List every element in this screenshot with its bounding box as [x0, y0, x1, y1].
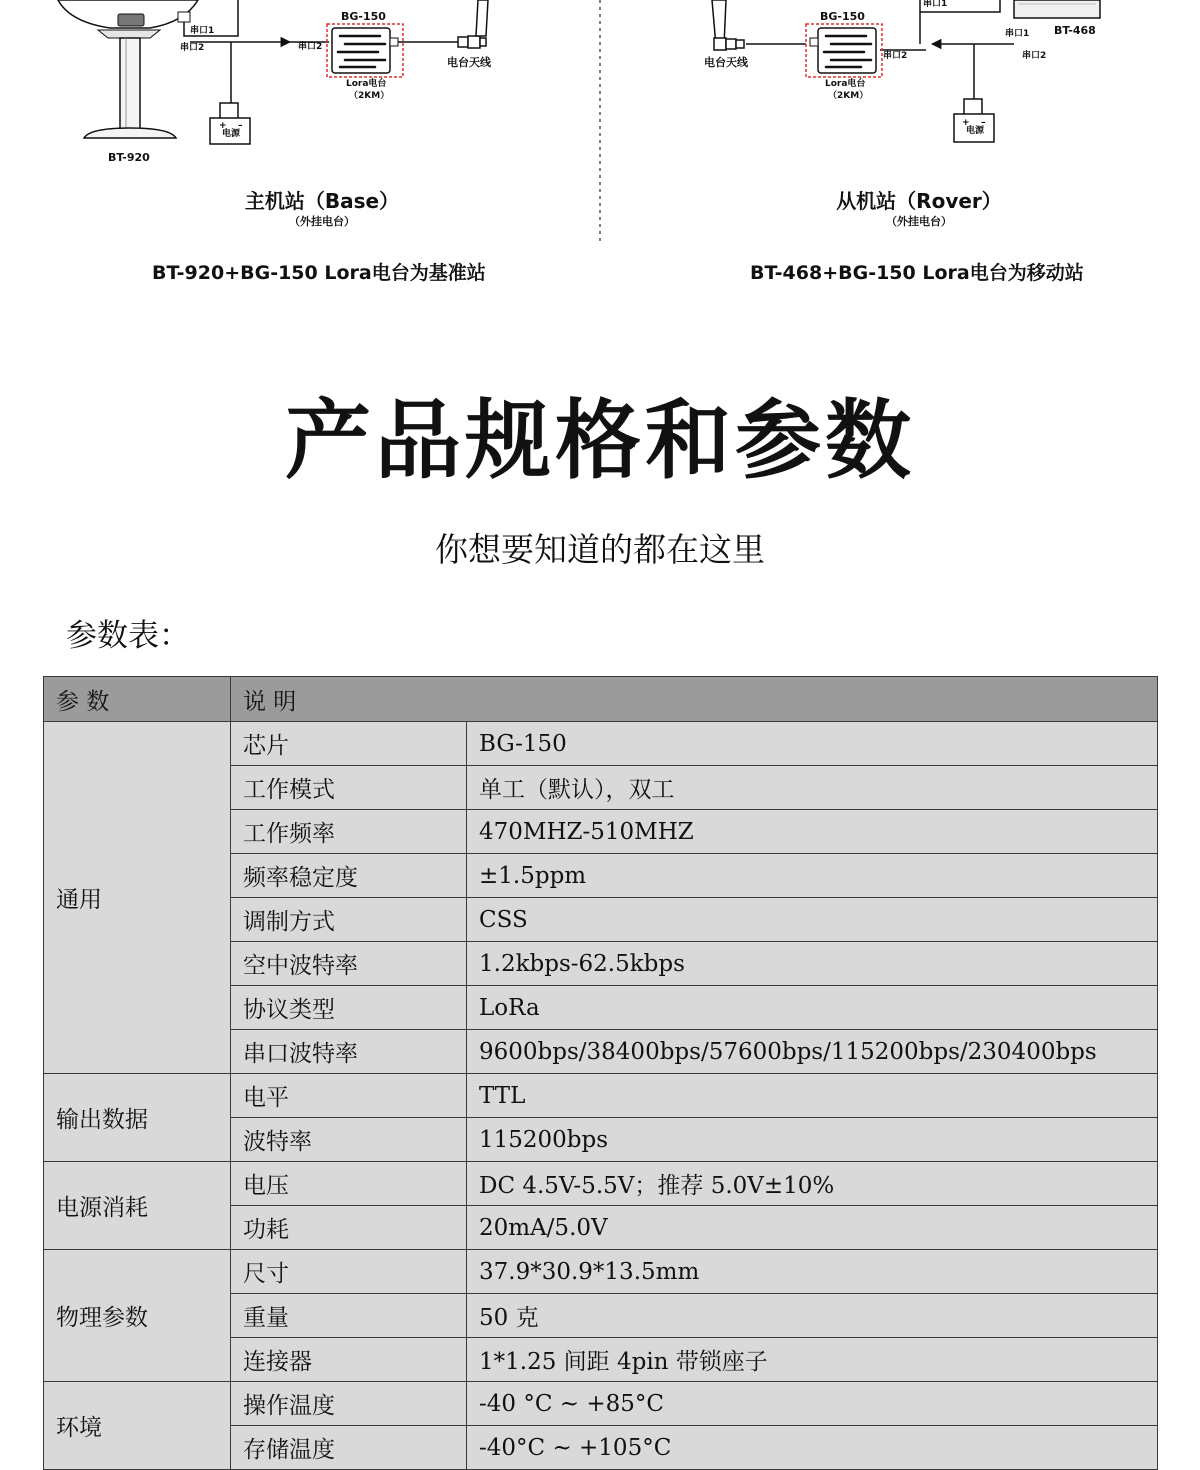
param-value: 1*1.25 间距 4pin 带锁座子	[467, 1338, 1158, 1382]
base-radio-desc: Lora电台	[346, 79, 387, 89]
param-name: 重量	[231, 1294, 467, 1338]
param-name: 操作温度	[231, 1382, 467, 1426]
rover-power-label: 电源	[966, 126, 985, 136]
param-value: -40°C ~ +105°C	[467, 1426, 1158, 1470]
table-row	[44, 1250, 1158, 1294]
page-title: 产品规格和参数	[285, 391, 915, 491]
rover-antenna	[712, 0, 744, 50]
rover-station-title: 从机站（Rover）	[836, 189, 1002, 213]
rover-connection-lines	[746, 0, 1014, 100]
rover-radio-name: BG-150	[820, 10, 865, 23]
param-name: 调制方式	[231, 898, 467, 942]
svg-text:+: +	[219, 121, 227, 131]
svg-text:–: –	[238, 121, 243, 131]
base-radio-name: BG-150	[341, 10, 386, 23]
param-name: 协议类型	[231, 986, 467, 1030]
rover-radio-range: （2KM）	[828, 91, 869, 101]
base-connection-lines	[184, 0, 458, 104]
bt-920-receiver-illustration	[58, 0, 198, 138]
base-station-subtitle: （外挂电台）	[289, 215, 355, 228]
param-value: 50 克	[467, 1294, 1158, 1338]
param-value: DC 4.5V-5.5V；推荐 5.0V±10%	[467, 1162, 1158, 1206]
base-port1-label: 串口1	[190, 26, 215, 36]
param-name: 存储温度	[231, 1426, 467, 1470]
param-value: 470MHZ-510MHZ	[467, 810, 1158, 854]
param-value: TTL	[467, 1074, 1158, 1118]
param-value: BG-150	[467, 722, 1158, 766]
param-name: 空中波特率	[231, 942, 467, 986]
param-name: 芯片	[231, 722, 467, 766]
param-name: 工作频率	[231, 810, 467, 854]
param-name: 电压	[231, 1162, 467, 1206]
base-antenna	[458, 0, 488, 48]
rover-port2-label: 串口2	[1022, 51, 1047, 61]
bt-468-label: BT-468	[1054, 24, 1096, 37]
rover-port1-label: 串口1	[1005, 29, 1030, 39]
base-port2-label: 串口2	[180, 43, 205, 53]
bt-920-label: BT-920	[108, 151, 150, 164]
param-value: LoRa	[467, 986, 1158, 1030]
table-row	[44, 1382, 1158, 1426]
header-desc: 说 明	[231, 677, 1158, 722]
group-environment: 环境	[44, 1382, 231, 1470]
page-subtitle: 你想要知道的都在这里	[435, 530, 765, 569]
base-power-label: 电源	[222, 129, 241, 139]
param-name: 频率稳定度	[231, 854, 467, 898]
table-label: 参数表：	[66, 618, 190, 654]
param-name: 连接器	[231, 1338, 467, 1382]
param-name: 尺寸	[231, 1250, 467, 1294]
rover-caption: BT-468+BG-150 Lora电台为移动站	[750, 262, 1084, 284]
group-physical: 物理参数	[44, 1250, 231, 1382]
table-row	[44, 1074, 1158, 1118]
param-name: 功耗	[231, 1206, 467, 1250]
rover-radio-port2-label: 串口2	[883, 51, 908, 61]
base-antenna-label: 电台天线	[447, 56, 491, 69]
table-row	[44, 1162, 1158, 1206]
param-value: CSS	[467, 898, 1158, 942]
param-value: 单工（默认），双工	[467, 766, 1158, 810]
header-param: 参 数	[44, 677, 231, 722]
param-name: 串口波特率	[231, 1030, 467, 1074]
group-output: 输出数据	[44, 1074, 231, 1162]
base-radio-module	[327, 24, 403, 77]
param-value: -40 °C ~ +85°C	[467, 1382, 1158, 1426]
table-header-row	[44, 677, 1158, 722]
param-name: 电平	[231, 1074, 467, 1118]
rover-port1-top-label: 串口1	[923, 0, 948, 9]
param-value: 115200bps	[467, 1118, 1158, 1162]
rover-station-subtitle: （外挂电台）	[886, 215, 952, 228]
param-value: 1.2kbps-62.5kbps	[467, 942, 1158, 986]
rover-antenna-label: 电台天线	[704, 56, 748, 69]
rover-radio-module	[806, 24, 882, 77]
base-caption: BT-920+BG-150 Lora电台为基准站	[152, 262, 486, 284]
param-value: 37.9*30.9*13.5mm	[467, 1250, 1158, 1294]
table-row	[44, 722, 1158, 766]
base-radio-range: （2KM）	[349, 91, 390, 101]
svg-text:–: –	[981, 118, 986, 128]
param-value: 9600bps/38400bps/57600bps/115200bps/230400bps	[467, 1030, 1158, 1074]
param-name: 波特率	[231, 1118, 467, 1162]
svg-text:+: +	[962, 118, 970, 128]
rover-radio-desc: Lora电台	[825, 79, 866, 89]
base-radio-port2-label: 串口2	[298, 42, 323, 52]
param-name: 工作模式	[231, 766, 467, 810]
bt-468-device-illustration	[1014, 0, 1100, 18]
group-power: 电源消耗	[44, 1162, 231, 1250]
param-value: 20mA/5.0V	[467, 1206, 1158, 1250]
param-value: ±1.5ppm	[467, 854, 1158, 898]
base-station-title: 主机站（Base）	[244, 189, 400, 213]
spec-table	[43, 676, 1158, 1470]
group-general: 通用	[44, 722, 231, 1074]
